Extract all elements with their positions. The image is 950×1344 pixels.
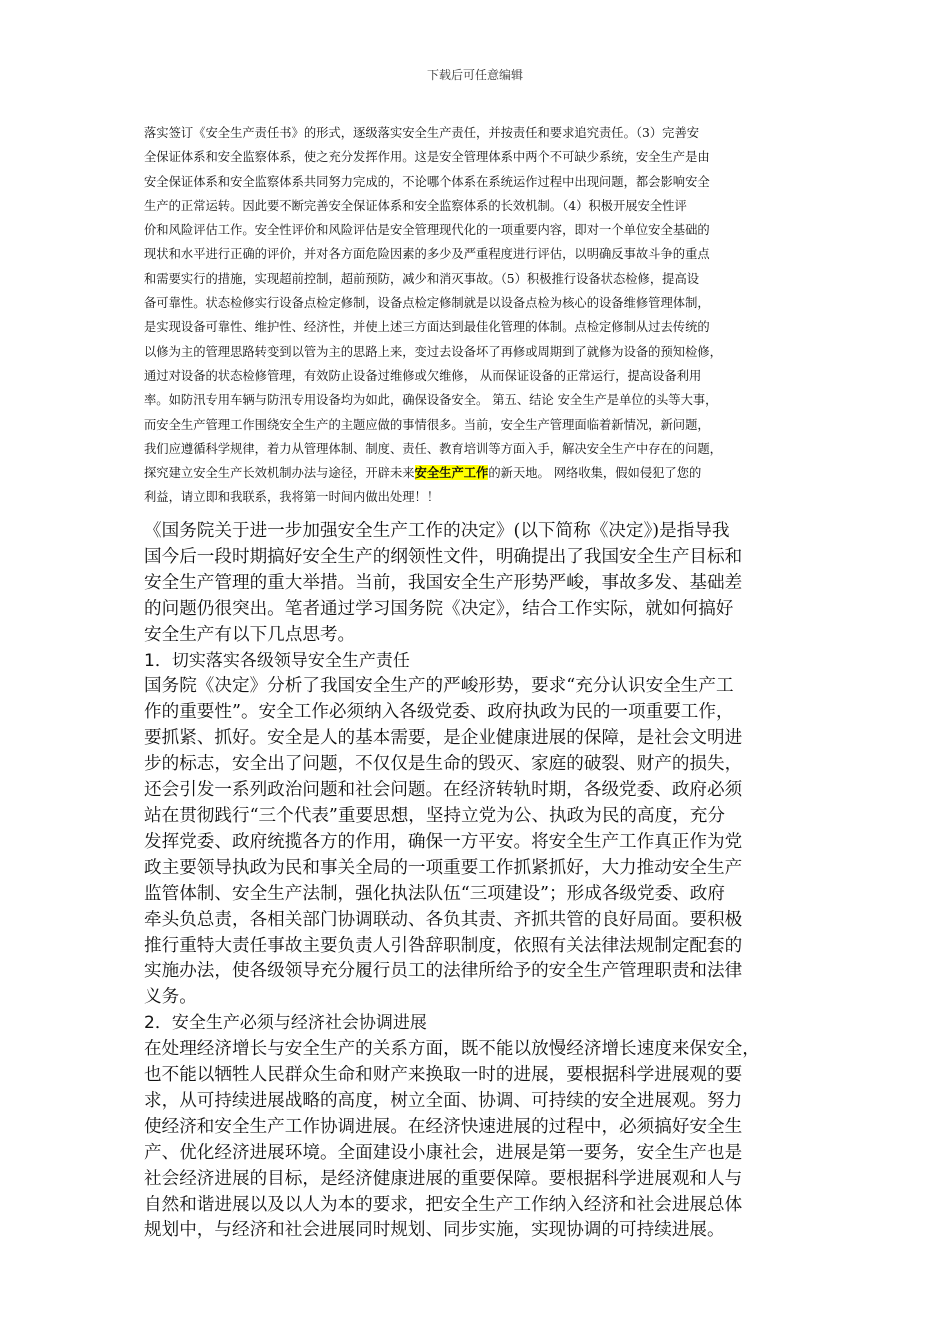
text-line: 义务。: [144, 987, 197, 1008]
text-line: 《国务院关于进一步加强安全生产工作的决定》(以下简称《决定》)是指导我: [144, 521, 730, 541]
text-line: 现状和水平进行正确的评价，并对各方面危险因素的多少及严重程度进行评估，以明确反事故斗争的重点: [144, 247, 710, 262]
text-line: 要抓紧、抓好。安全是人的基本需要，是企业健康进展的保障，是社会文明进: [144, 728, 743, 749]
text-line: 通过对设备的状态检修管理，有效防止设备过维修或欠维修， 从而保证设备的正常运行，提高设备利用: [144, 368, 702, 383]
text-segment: 的新天地。 网络收集，假如侵犯了您的: [488, 466, 702, 481]
text-line: 以修为主的管理思路转变到以管为主的思路上来，变过去设备坏了再修或周期到了就修为设备的预知检修，: [144, 344, 722, 359]
text-line: 社会经济进展的目标，是经济健康进展的重要保障。要根据科学进展观和人与: [144, 1168, 743, 1189]
text-line: 步的标志，安全出了问题，不仅仅是生命的毁灭、家庭的破裂、财产的损失，: [144, 754, 743, 775]
text-line: 规划中，与经济和社会进展同时规划、同步实施，实现协调的可持续进展。: [144, 1220, 725, 1241]
text-line: 求，从可持续进展战略的高度，树立全面、协调、可持续的安全进展观。努力: [144, 1090, 743, 1111]
text-line: 安全保证体系和安全监察体系共同努力完成的，不论哪个体系在系统运作过程中出现问题，都会影响安全: [144, 174, 710, 189]
text-line: 产、优化经济进展环境。全面建设小康社会，进展是第一要务，安全生产也是: [144, 1142, 743, 1163]
text-line: 监管体制、安全生产法制，强化执法队伍“三项建设”；形成各级党委、政府: [144, 883, 725, 904]
text-segment: 探究建立安全生产长效机制办法与途径，开辟未来: [144, 466, 415, 481]
page-header: 下载后可任意编辑: [426, 68, 523, 82]
text-line: 利益，请立即和我联系，我将第一时间内做出处理！！: [144, 490, 440, 505]
text-line: 站在贯彻践行“三个代表”重要思想，坚持立党为公、执政为民的高度，充分: [144, 805, 725, 826]
section-heading: 1．切实落实各级领导安全生产责任: [144, 650, 410, 671]
text-line: 自然和谐进展以及以人为本的要求，把安全生产工作纳入经济和社会进展总体: [144, 1194, 743, 1215]
text-line: 政主要领导执政为民和事关全局的一项重要工作抓紧抓好，大力推动安全生产: [144, 857, 743, 878]
text-line: 作的重要性”。安全工作必须纳入各级党委、政府执政为民的一项重要工作，: [144, 702, 734, 723]
text-line: 落实签订《安全生产责任书》的形式，逐级落实安全生产责任，并按责任和要求追究责任。（3）完善安: [144, 126, 700, 140]
highlighted-text: 安全生产工作: [414, 465, 489, 481]
text-line: 和需要实行的措施，实现超前控制，超前预防，减少和消灭事故。（5）积极推行设备状态检修，提高设: [144, 271, 700, 286]
text-line: 实施办法，使各级领导充分履行员工的法律所给予的安全生产管理职责和法律: [144, 961, 743, 982]
text-line: 牵头负总责，各相关部门协调联动、各负其责、齐抓共管的良好局面。要积极: [144, 909, 743, 930]
article-body: [144, 519, 814, 1244]
text-line: 推行重特大责任事故主要负责人引咎辞职制度，依照有关法律法规制定配套的: [144, 935, 743, 956]
text-line: 是实现设备可靠性、维护性、经济性，并使上述三方面达到最佳化管理的体制。点检定修制从过去传统的: [144, 320, 710, 335]
text-line: 备可靠性。状态检修实行设备点检定修制，设备点检定修制就是以设备点检为核心的设备维修管理体制，: [144, 296, 710, 311]
text-line: 全保证体系和安全监察体系，使之充分发挥作用。这是安全管理体系中两个不可缺少系统，安全生产是由: [144, 150, 710, 165]
text-line: 生产的正常运转。因此要不断完善安全保证体系和安全监察体系的长效机制。（4）积极开展安全性评: [144, 198, 687, 213]
section-heading: 2．安全生产必须与经济社会协调进展: [144, 1013, 427, 1034]
text-line: 价和风险评估工作。安全性评价和风险评估是安全管理现代化的一项重要内容，即对一个单位安全基础的: [144, 223, 710, 238]
text-line: 国务院《决定》分析了我国安全生产的严峻形势，要求“充分认识安全生产工: [144, 676, 734, 697]
text-line: 安全生产有以下几点思考。: [144, 624, 356, 645]
text-line: 而安全生产管理工作围绕安全生产的主题应做的事情很多。当前，安全生产管理面临着新情况，新问题，: [144, 417, 710, 432]
text-line: 的问题仍很突出。笔者通过学习国务院《决定》，结合工作实际，就如何搞好: [144, 598, 734, 619]
text-line: 安全生产管理的重大举措。当前，我国安全生产形势严峻，事故多发、基础差: [144, 572, 743, 593]
text-line: 还会引发一系列政治问题和社会问题。在经济转轨时期，各级党委、政府必须: [144, 780, 743, 801]
text-line-with-highlight: [144, 461, 816, 485]
text-line: 国今后一段时期搞好安全生产的纲领性文件，明确提出了我国安全生产目标和: [144, 546, 743, 567]
preceding-article-text: [144, 121, 816, 510]
text-line: 率。如防汛专用车辆与防汛专用设备均为如此，确保设备安全。 第五、结论 安全生产是单位的头等大事，: [144, 393, 718, 408]
text-line: 我们应遵循科学规律，着力从管理体制、制度、责任、教育培训等方面入手，解决安全生产中存在的问题，: [144, 441, 722, 456]
text-line: 使经济和安全生产工作协调进展。在经济快速进展的过程中，必须搞好安全生: [144, 1116, 743, 1137]
text-line: 发挥党委、政府统揽各方的作用，确保一方平安。将安全生产工作真正作为党: [144, 831, 743, 852]
text-line: 在处理经济增长与安全生产的关系方面，既不能以放慢经济增长速度来保安全，: [144, 1039, 760, 1060]
text-line: 也不能以牺牲人民群众生命和财产来换取一时的进展，要根据科学进展观的要: [144, 1065, 743, 1086]
